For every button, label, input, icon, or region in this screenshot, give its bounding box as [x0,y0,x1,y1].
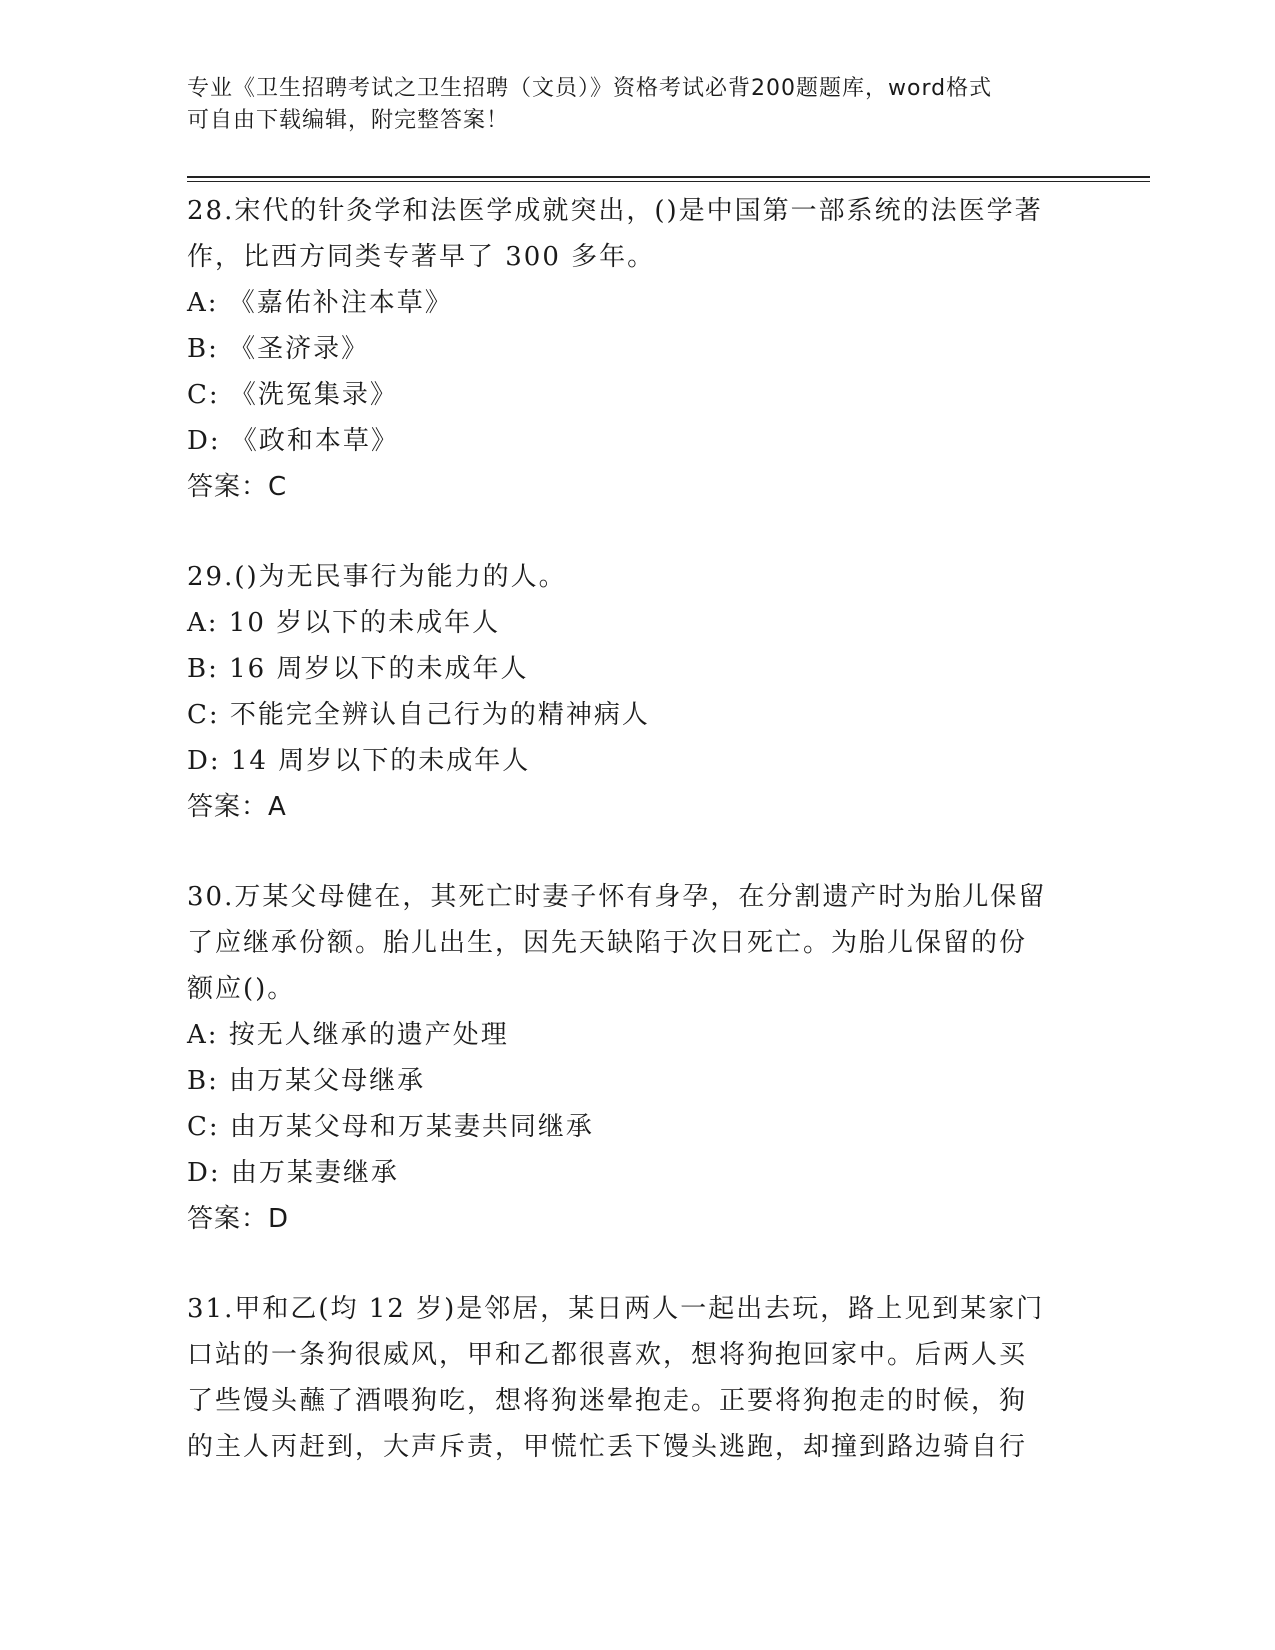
header-divider-thin [187,181,1150,182]
option-d: D: 14 周岁以下的未成年人 [187,746,531,776]
option-d: D: 《政和本草》 [187,426,399,456]
question-stem-line: 作，比西方同类专著早了 300 多年。 [187,242,656,272]
question-stem-line: 口站的一条狗很威风，甲和乙都很喜欢，想将狗抱回家中。后两人买 [187,1340,1028,1370]
option-b: B: 由万某父母继承 [187,1066,426,1096]
question-stem-line: 了应继承份额。胎儿出生，因先天缺陷于次日死亡。为胎儿保留的份 [187,928,1028,958]
header-line-2: 可自由下载编辑，附完整答案！ [187,108,510,133]
question-stem-line: 额应()。 [187,974,296,1004]
question-gap [187,830,1087,874]
header-divider-thick [187,176,1150,178]
option-b: B: 《圣济录》 [187,334,370,364]
answer-text: 答案：C [187,472,288,502]
question-gap [187,1242,1087,1286]
option-c: C: 不能完全辨认自己行为的精神病人 [187,700,650,730]
option-b: B: 16 周岁以下的未成年人 [187,654,529,684]
question-stem-line: 31.甲和乙(均 12 岁)是邻居，某日两人一起出去玩，路上见到某家门 [187,1294,1045,1324]
question-30 [187,874,1087,1242]
question-31 [187,1286,1087,1470]
question-stem-line: 28.宋代的针灸学和法医学成就突出，()是中国第一部系统的法医学著 [187,196,1043,226]
option-a: A: 10 岁以下的未成年人 [187,608,501,638]
answer-text: 答案：D [187,1204,290,1234]
option-c: C: 由万某父母和万某妻共同继承 [187,1112,594,1142]
answer-text: 答案：A [187,792,287,822]
question-gap [187,510,1087,554]
question-stem-line: 30.万某父母健在，其死亡时妻子怀有身孕，在分割遗产时为胎儿保留 [187,882,1047,912]
question-list [187,188,1087,1470]
header-line-1: 专业《卫生招聘考试之卫生招聘（文员）》资格考试必背200题题库，word格式 [187,76,993,101]
option-c: C: 《洗冤集录》 [187,380,398,410]
document-header [187,73,1067,137]
question-28 [187,188,1087,510]
question-stem-line: 的主人丙赶到，大声斥责，甲慌忙丢下馒头逃跑，却撞到路边骑自行 [187,1432,1028,1462]
option-a: A: 按无人继承的遗产处理 [187,1020,509,1050]
option-a: A: 《嘉佑补注本草》 [187,288,453,318]
question-29 [187,554,1087,830]
question-stem-line: 了些馒头蘸了酒喂狗吃，想将狗迷晕抱走。正要将狗抱走的时候，狗 [187,1386,1028,1416]
question-stem-line: 29.()为无民事行为能力的人。 [187,562,567,592]
option-d: D: 由万某妻继承 [187,1158,399,1188]
